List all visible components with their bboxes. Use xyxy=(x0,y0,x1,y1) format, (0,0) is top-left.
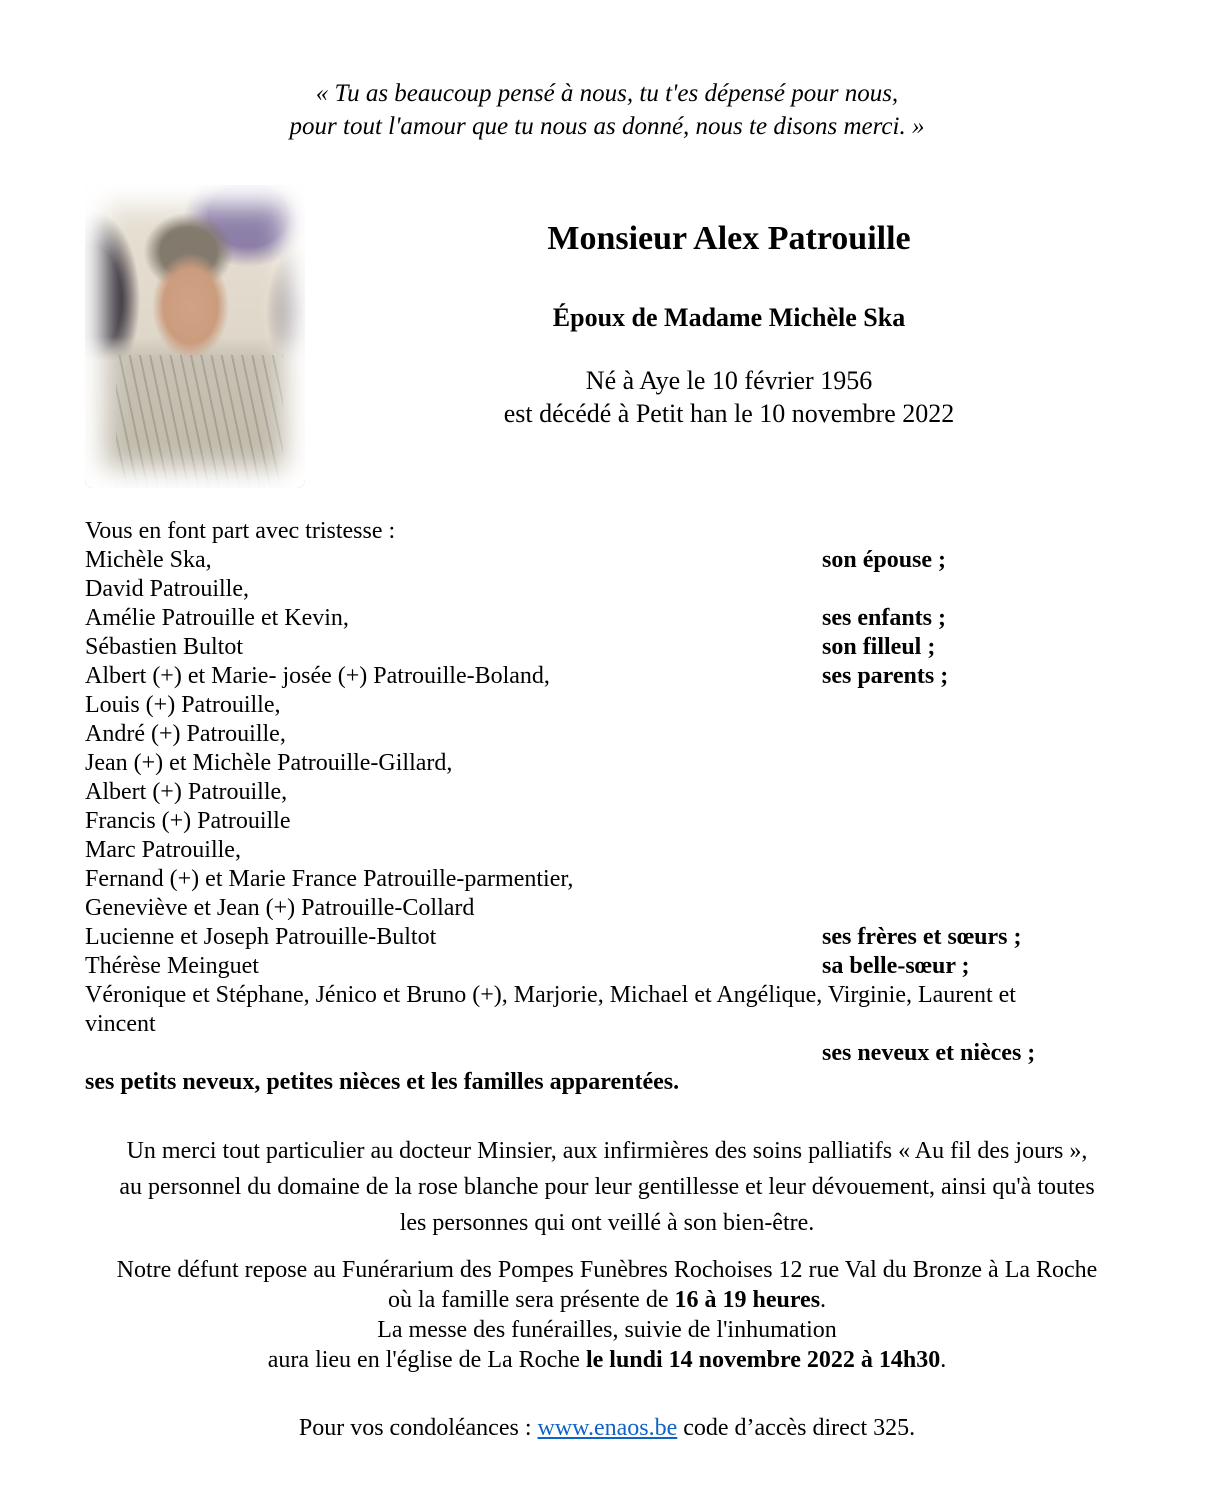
spouse-subtitle: Époux de Madame Michèle Ska xyxy=(552,303,906,332)
relation-label: sa belle-sœur ; xyxy=(822,953,970,979)
family-name: Sébastien Bultot xyxy=(85,634,243,660)
family-row xyxy=(85,720,1154,749)
death-line: est décédé à Petit han le 10 novembre 2022 xyxy=(503,399,955,428)
relation-label: ses neveux et nièces ; xyxy=(822,1040,1036,1066)
family-row xyxy=(85,981,1154,1010)
family-row xyxy=(85,604,1154,633)
family-name: Véronique et Stéphane, Jénico et Bruno (+), Marjorie, Michael et Angélique, Virginie, Laurent et xyxy=(85,982,1016,1008)
family-row xyxy=(85,662,1154,691)
funeral-datetime-suffix: . xyxy=(940,1347,947,1373)
relation-label: ses parents ; xyxy=(822,663,949,689)
closing-line xyxy=(85,1068,1154,1097)
relation-label: ses enfants ; xyxy=(822,605,946,631)
birth-line: Né à Aye le 10 février 1956 xyxy=(585,366,873,395)
family-name: Lucienne et Joseph Patrouille-Bultot xyxy=(85,924,437,950)
family-row xyxy=(85,691,1154,720)
enaos-link[interactable]: www.enaos.be xyxy=(537,1415,678,1441)
family-name: Louis (+) Patrouille, xyxy=(85,692,281,718)
family-list xyxy=(85,517,1154,1097)
family-name: Amélie Patrouille et Kevin, xyxy=(85,605,349,631)
visiting-hours-prefix: où la famille sera présente de xyxy=(387,1287,675,1313)
page-title: Monsieur Alex Patrouille xyxy=(547,220,911,257)
memorial-quote-line-1: « Tu as beaucoup pensé à nous, tu t'es dépensé pour nous, xyxy=(315,80,899,107)
family-row xyxy=(85,778,1154,807)
family-row xyxy=(85,894,1154,923)
family-name: Michèle Ska, xyxy=(85,547,212,573)
family-name: Francis (+) Patrouille xyxy=(85,808,291,834)
header-zone xyxy=(0,185,1214,488)
family-row xyxy=(85,1010,1154,1039)
funeral-datetime: le lundi 14 novembre 2022 à 14h30 xyxy=(585,1347,941,1373)
thanks-line-1: Un merci tout particulier au docteur Minsier, aux infirmières des soins palliatifs « Au fil des jours », xyxy=(126,1138,1088,1164)
visiting-hours: 16 à 19 heures xyxy=(674,1287,821,1313)
header-text xyxy=(305,185,1153,429)
family-name: André (+) Patrouille, xyxy=(85,721,286,747)
deceased-photo xyxy=(85,185,305,488)
family-name: Thérèse Meinguet xyxy=(85,953,259,979)
intro-text: Vous en font part avec tristesse : xyxy=(85,518,396,544)
funeral-paragraph xyxy=(0,1255,1214,1375)
family-row xyxy=(85,1039,1154,1068)
funeral-line-4 xyxy=(0,1345,1214,1375)
family-row xyxy=(85,749,1154,778)
memorial-quote xyxy=(0,0,1214,143)
family-row xyxy=(85,546,1154,575)
family-name: David Patrouille, xyxy=(85,576,249,602)
family-row xyxy=(85,807,1154,836)
relation-label: son filleul ; xyxy=(822,634,936,660)
funeral-line-2 xyxy=(0,1285,1214,1315)
thanks-line-3: les personnes qui ont veillé à son bien-être. xyxy=(399,1210,815,1236)
thanks-paragraph xyxy=(0,1133,1214,1241)
family-name: Albert (+) et Marie- josée (+) Patrouille-Boland, xyxy=(85,663,550,689)
photo-vignette xyxy=(85,185,305,488)
visiting-hours-suffix: . xyxy=(820,1287,827,1313)
thanks-line-2: au personnel du domaine de la rose blanche pour leur gentillesse et leur dévouement, ainsi qu'à toutes xyxy=(119,1174,1095,1200)
family-name: Fernand (+) et Marie France Patrouille-parmentier, xyxy=(85,866,574,892)
family-row xyxy=(85,923,1154,952)
family-row xyxy=(85,575,1154,604)
relation-label: ses frères et sœurs ; xyxy=(822,924,1022,950)
condolences-prefix: Pour vos condoléances : xyxy=(298,1415,538,1441)
relation-label: son épouse ; xyxy=(822,547,947,573)
announcement-intro xyxy=(85,517,1154,546)
family-row xyxy=(85,865,1154,894)
family-row xyxy=(85,836,1154,865)
memorial-quote-line-2: pour tout l'amour que tu nous as donné, nous te disons merci. » xyxy=(289,113,925,140)
funeral-line-3: La messe des funérailles, suivie de l'inhumation xyxy=(377,1317,837,1343)
funeral-line-1: Notre défunt repose au Funérarium des Pompes Funèbres Rochoises 12 rue Val du Bronze à La Roche xyxy=(116,1257,1098,1283)
family-name: vincent xyxy=(85,1011,156,1037)
family-name: Albert (+) Patrouille, xyxy=(85,779,288,805)
funeral-datetime-prefix: aura lieu en l'église de La Roche xyxy=(267,1347,586,1373)
family-row xyxy=(85,952,1154,981)
closing-text: ses petits neveux, petites nièces et les familles apparentées. xyxy=(85,1069,680,1095)
family-row xyxy=(85,633,1154,662)
family-name: Marc Patrouille, xyxy=(85,837,241,863)
condolences-suffix: code d’accès direct 325. xyxy=(677,1415,916,1441)
condolences-line xyxy=(0,1413,1214,1443)
family-name: Jean (+) et Michèle Patrouille-Gillard, xyxy=(85,750,453,776)
family-name: Geneviève et Jean (+) Patrouille-Collard xyxy=(85,895,475,921)
